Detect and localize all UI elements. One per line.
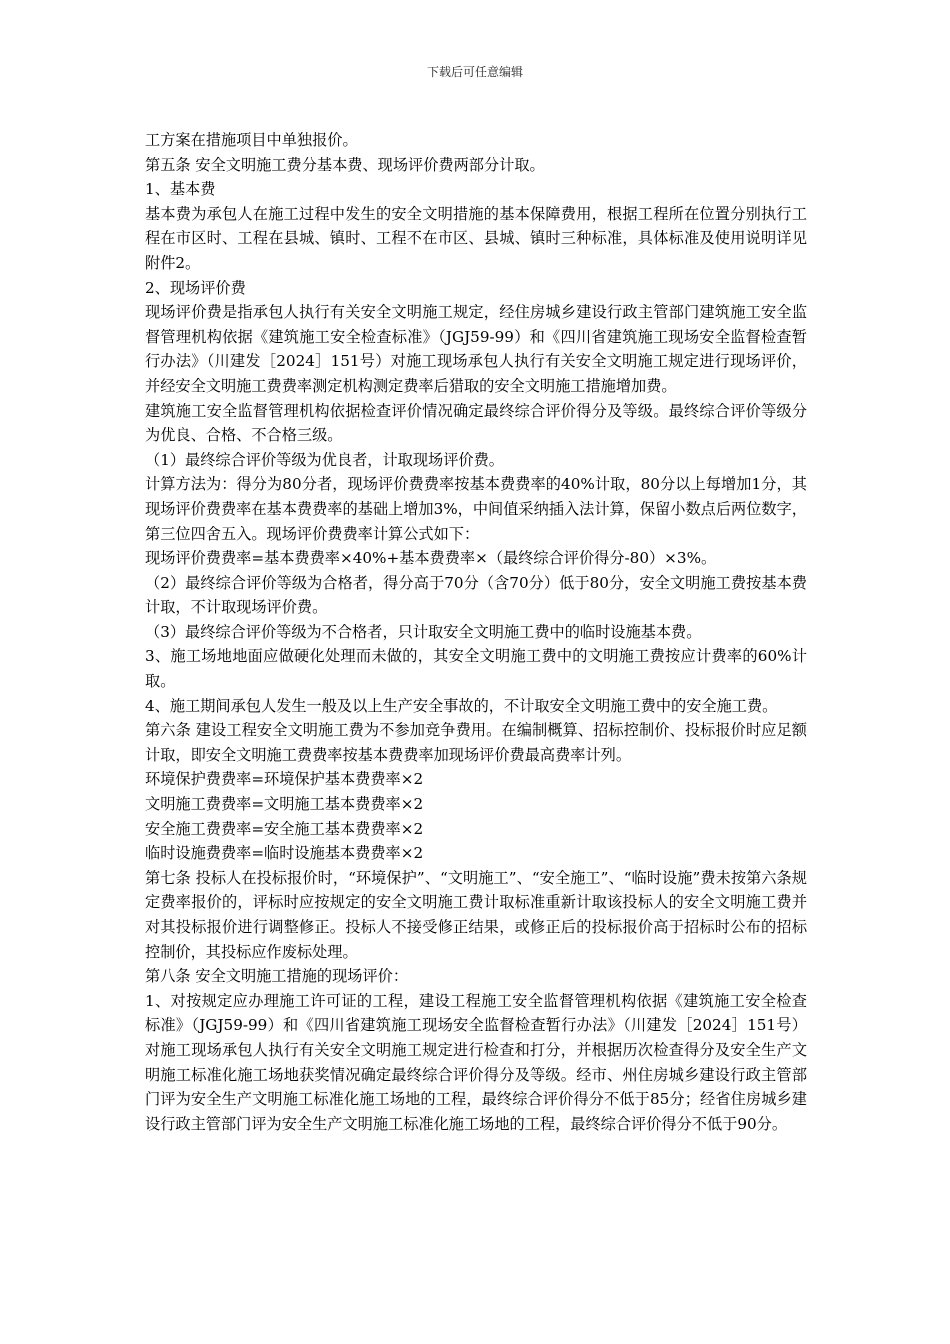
formula-environment: 环境保护费费率=环境保护基本费费率×2 bbox=[145, 770, 424, 789]
hardening-rule: 3、施工场地地面应做硬化处理而未做的，其安全文明施工费中的文明施工费按应计费率的60%计取。 bbox=[145, 647, 807, 691]
article-8-heading: 第八条 安全文明施工措施的现场评价： bbox=[145, 967, 409, 986]
article-7: 第七条 投标人在投标报价时，“环境保护”、“文明施工”、“安全施工”、“临时设施”费未按第六条规定费率报价的，评标时应按规定的安全文明施工费计取标准重新计取该投标人的安全文明施工费并对其投标报价进行调整修正。投标人不接受修正结果，或修正后的投标报价高于招标时公布的招标控制价，其投标应作废标处理。 bbox=[145, 868, 807, 961]
document-body bbox=[145, 128, 807, 1136]
section-basic-fee-heading: 1、基本费 bbox=[145, 180, 216, 199]
article-5-heading: 第五条 安全文明施工费分基本费、现场评价费两部分计取。 bbox=[145, 155, 545, 174]
page-header: 下载后可任意编辑 bbox=[426, 65, 523, 79]
paragraph-1: 工方案在措施项目中单独报价。 bbox=[145, 131, 358, 149]
formula-safety: 安全施工费费率=安全施工基本费费率×2 bbox=[145, 819, 424, 838]
article-6: 第六条 建设工程安全文明施工费为不参加竞争费用。在编制概算、招标控制价、投标报价时应足额计取，即安全文明施工费费率按基本费费率加现场评价费最高费率计列。 bbox=[145, 721, 807, 764]
basic-fee-description: 基本费为承包人在施工过程中发生的安全文明措施的基本保障费用，根据工程所在位置分别执行工程在市区时、工程在县城、镇时、工程不在市区、县城、镇时三种标准，具体标准及使用说明详见附件2。 bbox=[145, 204, 807, 272]
grade-unqualified-rule: （3）最终综合评价等级为不合格者，只计取安全文明施工费中的临时设施基本费。 bbox=[145, 622, 702, 641]
accident-rule: 4、施工期间承包人发生一般及以上生产安全事故的，不计取安全文明施工费中的安全施工费。 bbox=[145, 696, 778, 715]
evaluation-grade-description: 建筑施工安全监督管理机构依据检查评价情况确定最终综合评价得分及等级。最终综合评价等级分为优良、合格、不合格三级。 bbox=[145, 401, 807, 445]
calculation-method: 计算方法为：得分为80分者，现场评价费费率按基本费费率的40%计取，80分以上每增加1分，其现场评价费费率在基本费费率的基础上增加3%，中间值采纳插入法计算，保留小数点后两位数字，第三位四舍五入。现场评价费费率计算公式如下： bbox=[145, 475, 807, 543]
grade-excellent-rule: （1）最终综合评价等级为优良者，计取现场评价费。 bbox=[145, 450, 504, 469]
grade-qualified-rule: （2）最终综合评价等级为合格者，得分高于70分（含70分）低于80分，安全文明施工费按基本费计取，不计取现场评价费。 bbox=[145, 573, 807, 617]
formula-temporary: 临时设施费费率=临时设施基本费费率×2 bbox=[145, 844, 424, 863]
article-8-item-1: 1、对按规定应办理施工许可证的工程，建设工程施工安全监督管理机构依据《建筑施工安全检查标准》（JGJ59-99）和《四川省建筑施工现场安全监督检查暂行办法》（川建发［2024］151号）对施工现场承包人执行有关安全文明施工规定进行检查和打分，并根据历次检查得分及安全生产文明施工标准化施工场地获奖情况确定最终综合评价得分及等级。经市、州住房城乡建设行政主管部门评为安全生产文明施工标准化施工场地的工程，最终综合评价得分不低于85分；经省住房城乡建设行政主管部门评为安全生产文明施工标准化施工场地的工程，最终综合评价得分不低于90分。 bbox=[145, 991, 807, 1133]
section-site-evaluation-fee-heading: 2、现场评价费 bbox=[145, 278, 246, 297]
formula-civilized: 文明施工费费率=文明施工基本费费率×2 bbox=[145, 795, 424, 814]
calculation-formula: 现场评价费费率=基本费费率×40%+基本费费率×（最终综合评价得分-80）×3%。 bbox=[145, 549, 717, 568]
site-evaluation-fee-description: 现场评价费是指承包人执行有关安全文明施工规定，经住房城乡建设行政主管部门建筑施工安全监督管理机构依据《建筑施工安全检查标准》（JGJ59-99）和《四川省建筑施工现场安全监督检查暂行办法》（川建发［2024］151号）对施工现场承包人执行有关安全文明施工规定进行现场评价，并经安全文明施工费费率测定机构测定费率后猎取的安全文明施工措施增加费。 bbox=[145, 303, 807, 395]
